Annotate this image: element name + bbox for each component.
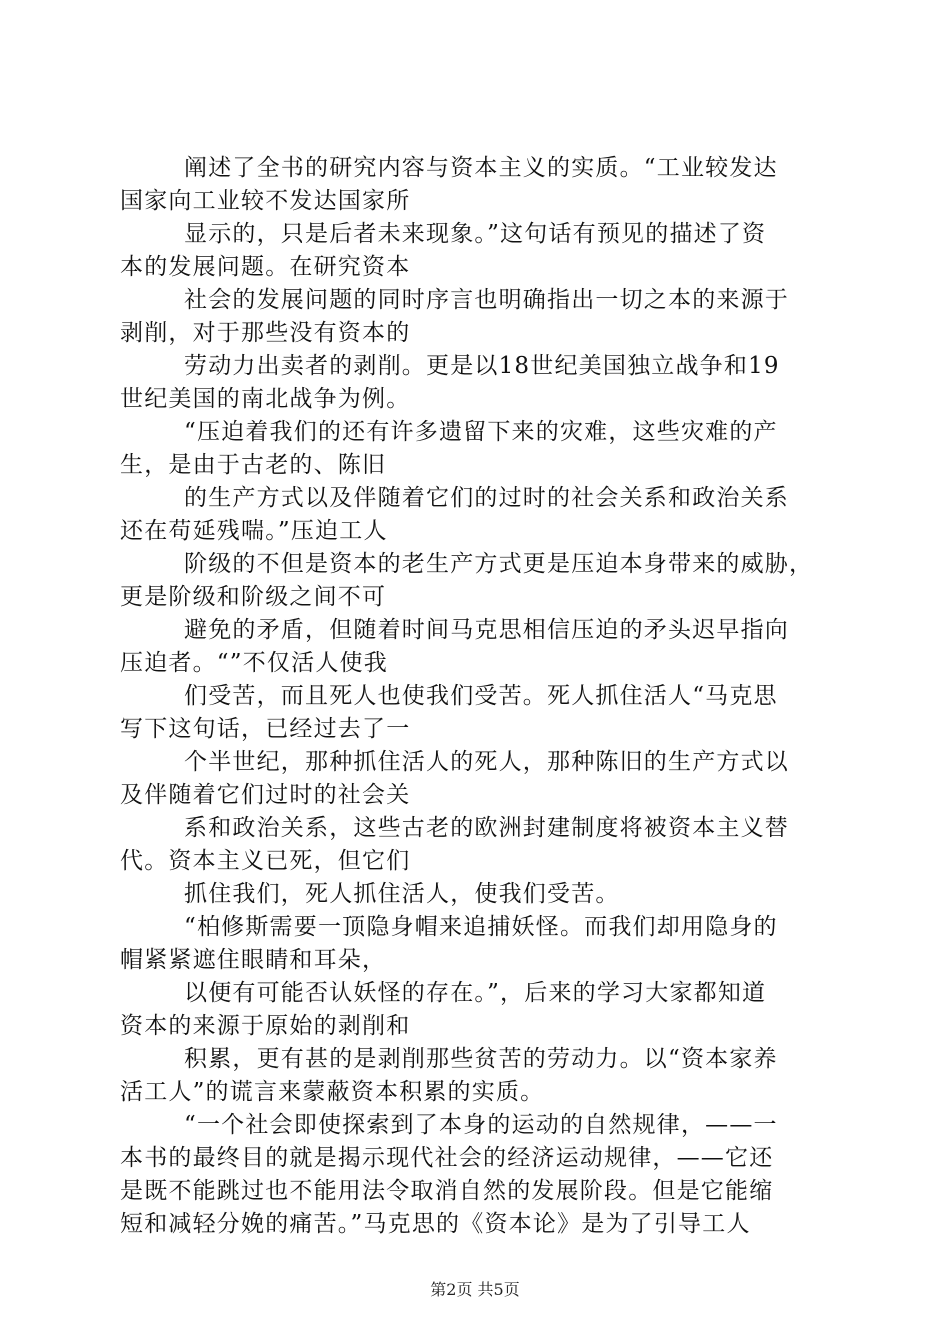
text-line: 阐述了全书的研究内容与资本主义的实质。“工业较发达 <box>184 155 778 181</box>
text-line: 显示的，只是后者未来现象。”这句话有预见的描述了资 <box>184 221 767 247</box>
text-line: 抓住我们，死人抓住活人，使我们受苦。 <box>184 881 620 907</box>
text-line: 还在苟延残喘。”压迫工人 <box>120 518 388 544</box>
text-line: 世纪美国的南北战争为例。 <box>120 386 411 412</box>
text-line: 阶级的不但是资本的老生产方式更是压迫本身带来的威胁， <box>184 551 814 577</box>
text-line: 生，是由于古老的、陈旧 <box>120 452 387 478</box>
text-line: 更是阶级和阶级之间不可 <box>120 584 387 610</box>
text-line: “压迫着我们的还有许多遗留下来的灾难，这些灾难的产 <box>184 419 778 445</box>
text-line: 避免的矛盾，但随着时间马克思相信压迫的矛头迟早指向 <box>184 617 789 643</box>
text-line: 代。资本主义已死，但它们 <box>120 848 411 874</box>
text-line: 帽紧紧遮住眼睛和耳朵， <box>120 947 387 973</box>
text-line: 是既不能跳过也不能用法令取消自然的发展阶段。但是它能缩 <box>120 1178 774 1204</box>
text-line: 社会的发展问题的同时序言也明确指出一切之本的来源于 <box>184 287 789 313</box>
text-line: 资本的来源于原始的剥削和 <box>120 1013 411 1039</box>
text-line: 们受苦，而且死人也使我们受苦。死人抓住活人“马克思 <box>184 683 778 709</box>
text-line: 短和减轻分娩的痛苦。”马克思的《资本论》是为了引导工人 <box>120 1211 751 1237</box>
text-line: 系和政治关系，这些古老的欧洲封建制度将被资本主义替 <box>184 815 789 841</box>
text-line: 写下这句话，已经过去了一 <box>120 716 411 742</box>
text-line: “一个社会即使探索到了本身的运动的自然规律，——一 <box>184 1112 778 1138</box>
body-text <box>120 152 840 1241</box>
text-line: 劳动力出卖者的剥削。更是以18世纪美国独立战争和19 <box>184 353 780 379</box>
text-line: 本的发展问题。在研究资本 <box>120 254 411 280</box>
text-line: 剥削，对于那些没有资本的 <box>120 320 411 346</box>
text-line: 活工人”的谎言来蒙蔽资本积累的实质。 <box>120 1079 545 1105</box>
text-line: 本书的最终目的就是揭示现代社会的经济运动规律，——它还 <box>120 1145 774 1171</box>
text-line: “柏修斯需要一顶隐身帽来追捕妖怪。而我们却用隐身的 <box>184 914 778 940</box>
text-line: 的生产方式以及伴随着它们的过时的社会关系和政治关系 <box>184 485 789 511</box>
text-line: 以便有可能否认妖怪的存在。”，后来的学习大家都知道 <box>184 980 767 1006</box>
text-line: 及伴随着它们过时的社会关 <box>120 782 411 808</box>
text-line: 国家向工业较不发达国家所 <box>120 188 411 214</box>
text-line: 积累，更有甚的是剥削那些贫苦的劳动力。以“资本家养 <box>184 1046 778 1072</box>
text-line: 压迫者。“”不仅活人使我 <box>120 650 388 676</box>
page-number-footer: 第2页 共5页 <box>430 1280 520 1299</box>
text-line: 个半世纪，那种抓住活人的死人，那种陈旧的生产方式以 <box>184 749 789 775</box>
